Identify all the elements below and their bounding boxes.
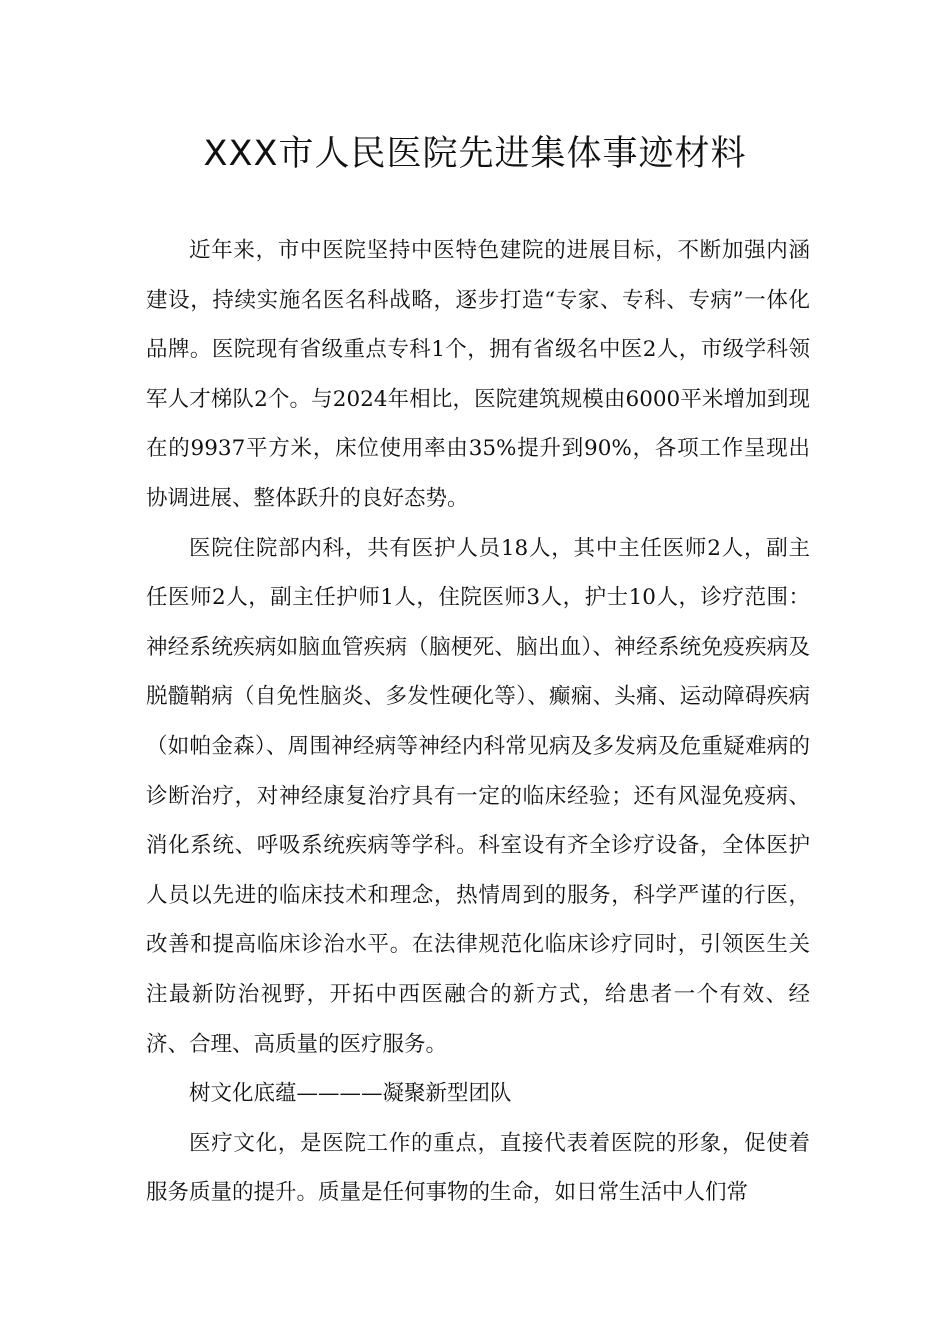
section-heading: 树文化底蕴————凝聚新型团队 [189,1081,512,1107]
document-body [146,226,810,1218]
paragraph-internal-medicine: 医院住院部内科，共有医护人员18人，其中主任医师2人，副主任医师2人，副主任护师1人，住院医师3人，护士10人，诊疗范围：神经系统疾病如脑血管疾病（脑梗死、脑出血）、神经系统免疫疾病及脱髓鞘病（自免性脑炎、多发性硬化等）、癫痫、头痛、运动障碍疾病（如帕金森）、周围神经病等神经内科常见病及多发病及危重疑难病的诊断治疗，对神经康复治疗具有一定的临床经验；还有风湿免疫病、消化系统、呼吸系统疾病等学科。科室设有齐全诊疗设备，全体医护人员以先进的临床技术和理念，热情周到的服务，科学严谨的行医，改善和提高临床诊治水平。在法律规范化临床诊疗同时，引领医生关注最新防治视野，开拓中西医融合的新方式，给患者一个有效、经济、合理、高质量的医疗服务。 [146,535,810,1057]
paragraph-overview: 近年来，市中医院坚持中医特色建院的进展目标，不断加强内涵建设，持续实施名医名科战略，逐步打造“专家、专科、专病”一体化品牌。医院现有省级重点专科1个，拥有省级名中医2人，市级学科领军人才梯队2个。与2024年相比，医院建筑规模由6000平米增加到现在的9937平方米，床位使用率由35%提升到90%，各项工作呈现出协调进展、整体跃升的良好态势。 [146,238,810,511]
paragraph-culture: 医疗文化，是医院工作的重点，直接代表着医院的形象，促使着服务质量的提升。质量是任何事物的生命，如日常生活中人们常 [146,1130,810,1206]
document-title: XXX市人民医院先进集体事迹材料 [203,134,747,174]
